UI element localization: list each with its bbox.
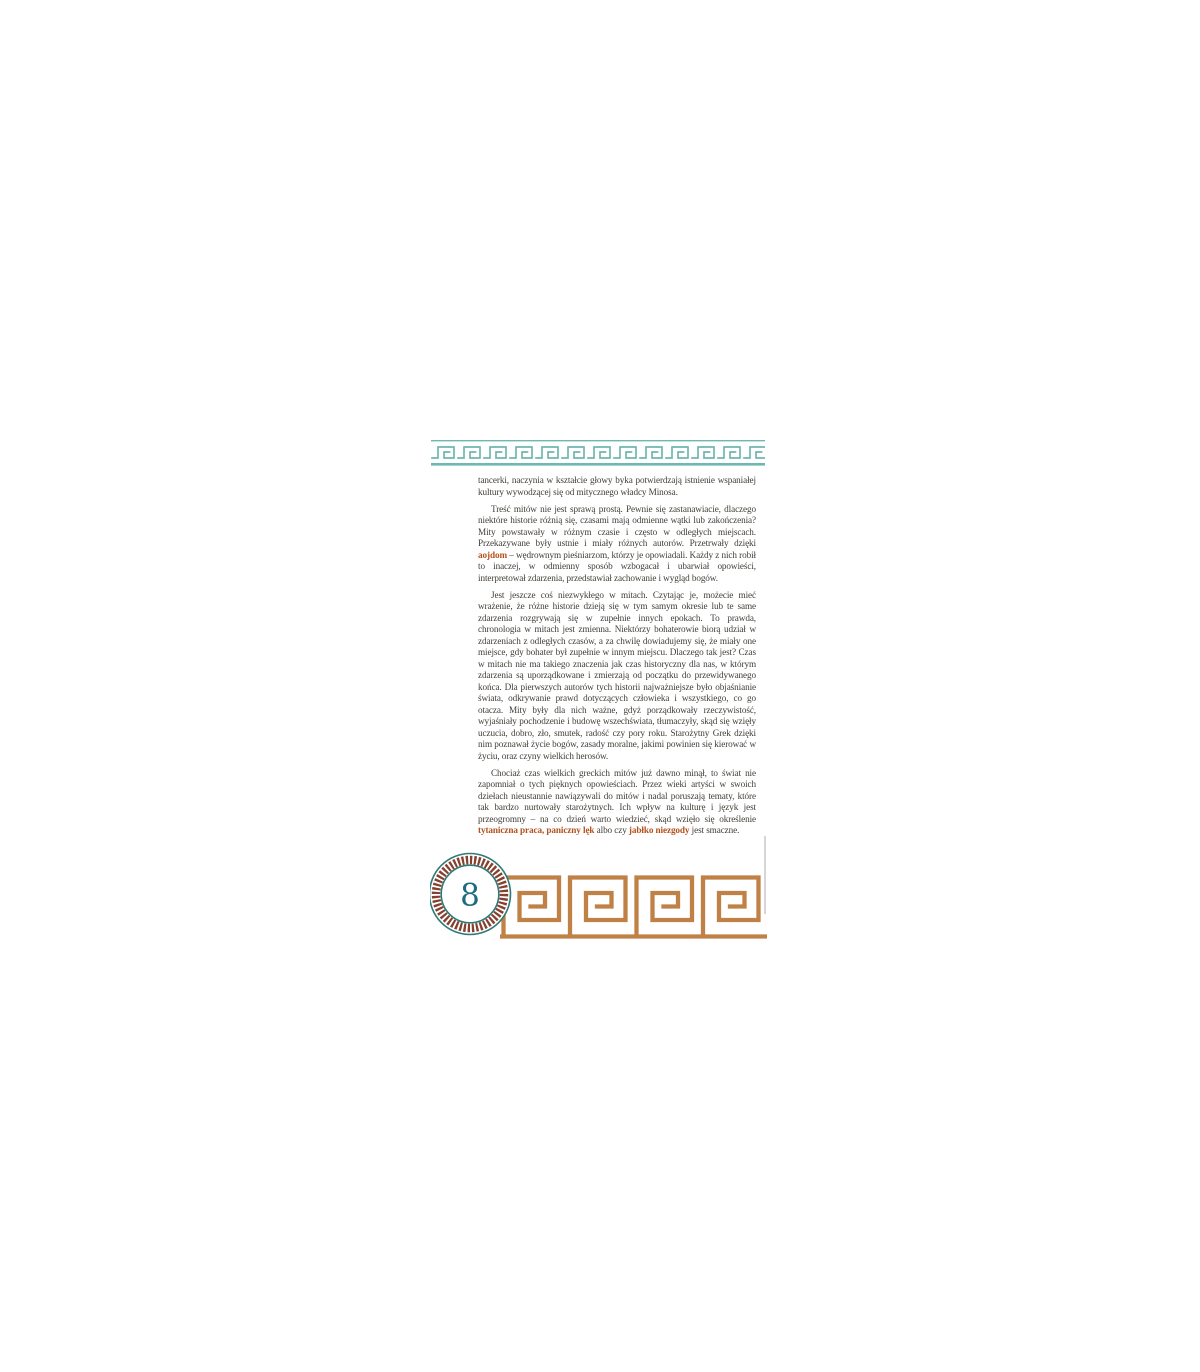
text-segment: albo czy [594,825,629,835]
paragraph [478,475,756,498]
accent-term: jabłko niezgody [628,825,690,835]
accent-term: tytaniczna praca, paniczny lęk [478,825,595,835]
text-segment: jest smaczne. [689,825,740,835]
paragraph [478,504,756,585]
scan-edge-artifact [764,836,766,914]
text-segment: tancerki, naczynia w kształcie głowy byka potwierdzają istnienie wspaniałej kultury wywodzącej się od mitycznego władcy Minosa. [478,475,756,497]
text-segment: – wędrownym pieśniarzom, którzy je opowiadali. Każdy z nich robił to inaczej, w odmienny sposób wzbogacał i ubarwiał opowieści, interpretował zdarzenia, przedstawiał zachowanie i wygląd bogów. [478,549,756,583]
paragraph [478,768,756,837]
text-column [478,475,756,842]
page-number: 8 [460,877,480,914]
top-meander-border-icon [431,439,765,471]
paragraph [478,590,756,763]
accent-term: aojdom [478,549,508,560]
page-number-medallion [430,851,513,937]
bottom-meander-border-icon [500,874,767,948]
text-segment: Chociaż czas wielkich greckich mitów już dawno minął, to świat nie zapomniał o tych pięknych opowieściach. Przez wieki artyści w swoich dziełach nieustannie nawiązywali do mitów i nadal poruszają tematy, które tak bardzo nurtowały starożytnych. Ich wpływ na kulturę i język jest przeogromny – na co dzień warto wiedzieć, skąd wzięło się określenie [478,767,756,824]
text-segment: Treść mitów nie jest sprawą prostą. Pewnie się zastanawiacie, dlaczego niektóre historie różnią się, czasami mają odmienne wątki lub zakończenia? Mity powstawały w różnym czasie i często w odległych miejscach. Przekazywane były ustnie i miały różnych autorów. Przetrwały dzięki [478,503,756,548]
text-segment: Jest jeszcze coś niezwykłego w mitach. Czytając je, możecie mieć wrażenie, że różne historie dzieją się w tym samym okresie lub te same zdarzenia rozgrywają się w zupełnie innych epokach. To prawda, chronologia w mitach jest zmienna. Niektórzy bohaterowie biorą udział w zdarzeniach z odległych czasów, a za chwilę dowiadujemy się, że miały one miejsce, gdy bohater był zupełnie w innym miejscu. Dlaczego tak jest? Czas w mitach nie ma takiego znaczenia jak czas historyczny dla nas, w którym zdarzenia są uporządkowane i zmierzają od początku do przewidywanego końca. Dla pierwszych autorów tych historii najważniejsze było objaśnianie świata, odkrywanie prawd dotyczących człowieka i wszystkiego, co go otacza. Mity były dla nich ważne, gdyż porządkowały rzeczywistość, wyjaśniały pochodzenie i budowę wszechświata, tłumaczyły, skąd się wzięły uczucia, dobro, zło, smutek, radość czy pory roku. Starożytny Grek dzięki nim poznawał życie bogów, zasady moralne, jakimi powinien się kierować w życiu, oraz czyny wielkich herosów. [478,589,756,761]
book-page [430,428,767,948]
